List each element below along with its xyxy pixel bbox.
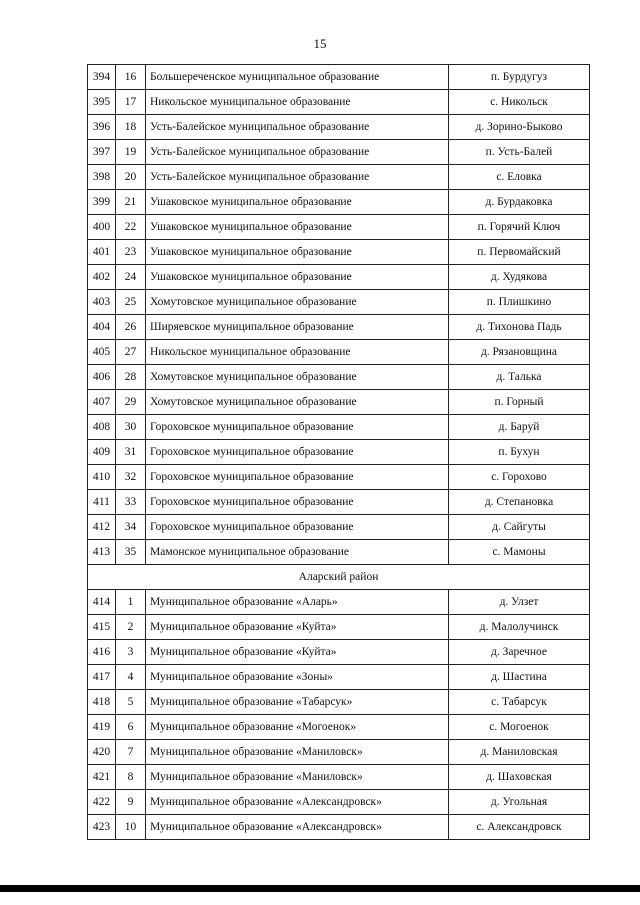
row-number: 406 [88, 365, 116, 390]
row-sub-number: 16 [116, 65, 146, 90]
table-row [88, 140, 590, 165]
table-body-top [88, 65, 590, 565]
table-row [88, 415, 590, 440]
settlement-name: д. Степановка [449, 490, 590, 515]
municipality-name: Мамонское муниципальное образование [146, 540, 449, 565]
settlement-name: с. Табарсук [449, 690, 590, 715]
municipality-name: Гороховское муниципальное образование [146, 465, 449, 490]
table-row [88, 215, 590, 240]
row-sub-number: 31 [116, 440, 146, 465]
municipality-name: Муниципальное образование «Куйта» [146, 640, 449, 665]
row-sub-number: 8 [116, 765, 146, 790]
row-sub-number: 1 [116, 590, 146, 615]
municipality-name: Усть-Балейское муниципальное образование [146, 165, 449, 190]
row-number: 405 [88, 340, 116, 365]
row-number: 422 [88, 790, 116, 815]
row-sub-number: 4 [116, 665, 146, 690]
section-heading-body [88, 565, 590, 590]
table-row [88, 65, 590, 90]
settlement-name: п. Горный [449, 390, 590, 415]
settlement-name: п. Плишкино [449, 290, 590, 315]
municipality-name: Гороховское муниципальное образование [146, 440, 449, 465]
table-row [88, 340, 590, 365]
row-sub-number: 32 [116, 465, 146, 490]
table-row [88, 90, 590, 115]
row-sub-number: 6 [116, 715, 146, 740]
table-row [88, 265, 590, 290]
municipality-name: Ушаковское муниципальное образование [146, 265, 449, 290]
row-number: 397 [88, 140, 116, 165]
settlement-name: д. Сайгуты [449, 515, 590, 540]
table-row [88, 390, 590, 415]
table-row [88, 540, 590, 565]
row-sub-number: 30 [116, 415, 146, 440]
table-row [88, 715, 590, 740]
table-row [88, 665, 590, 690]
row-sub-number: 2 [116, 615, 146, 640]
row-sub-number: 3 [116, 640, 146, 665]
table-row [88, 690, 590, 715]
settlement-name: п. Бухун [449, 440, 590, 465]
row-number: 399 [88, 190, 116, 215]
row-number: 411 [88, 490, 116, 515]
row-number: 413 [88, 540, 116, 565]
table-row [88, 815, 590, 840]
row-number: 418 [88, 690, 116, 715]
row-number: 404 [88, 315, 116, 340]
settlement-name: д. Улзет [449, 590, 590, 615]
settlement-name: д. Шастина [449, 665, 590, 690]
municipality-name: Ушаковское муниципальное образование [146, 215, 449, 240]
municipality-name: Хомутовское муниципальное образование [146, 390, 449, 415]
settlement-name: д. Заречное [449, 640, 590, 665]
settlement-name: п. Горячий Ключ [449, 215, 590, 240]
settlement-name: п. Первомайский [449, 240, 590, 265]
table-row [88, 740, 590, 765]
row-number: 421 [88, 765, 116, 790]
row-number: 401 [88, 240, 116, 265]
row-number: 394 [88, 65, 116, 90]
settlement-name: с. Горохово [449, 465, 590, 490]
row-number: 415 [88, 615, 116, 640]
settlement-name: с. Могоенок [449, 715, 590, 740]
table-row [88, 315, 590, 340]
municipality-name: Гороховское муниципальное образование [146, 415, 449, 440]
municipality-name: Муниципальное образование «Зоны» [146, 665, 449, 690]
table-row [88, 365, 590, 390]
row-number: 407 [88, 390, 116, 415]
municipality-name: Муниципальное образование «Могоенок» [146, 715, 449, 740]
settlement-name: с. Мамоны [449, 540, 590, 565]
municipality-name: Гороховское муниципальное образование [146, 490, 449, 515]
row-sub-number: 35 [116, 540, 146, 565]
table-row [88, 615, 590, 640]
table-row [88, 240, 590, 265]
row-number: 400 [88, 215, 116, 240]
municipality-name: Хомутовское муниципальное образование [146, 365, 449, 390]
municipality-name: Ширяевское муниципальное образование [146, 315, 449, 340]
municipality-name: Муниципальное образование «Александровск» [146, 790, 449, 815]
row-sub-number: 18 [116, 115, 146, 140]
municipality-name: Муниципальное образование «Табарсук» [146, 690, 449, 715]
municipality-name: Муниципальное образование «Аларь» [146, 590, 449, 615]
row-number: 402 [88, 265, 116, 290]
row-number: 396 [88, 115, 116, 140]
row-number: 414 [88, 590, 116, 615]
table-row [88, 290, 590, 315]
municipality-name: Усть-Балейское муниципальное образование [146, 115, 449, 140]
row-sub-number: 34 [116, 515, 146, 540]
row-number: 423 [88, 815, 116, 840]
table-row [88, 765, 590, 790]
municipality-name: Муниципальное образование «Куйта» [146, 615, 449, 640]
row-sub-number: 23 [116, 240, 146, 265]
municipality-name: Муниципальное образование «Маниловск» [146, 740, 449, 765]
municipality-name: Большереченское муниципальное образование [146, 65, 449, 90]
settlement-name: с. Еловка [449, 165, 590, 190]
row-sub-number: 10 [116, 815, 146, 840]
table-row [88, 640, 590, 665]
row-number: 395 [88, 90, 116, 115]
row-number: 398 [88, 165, 116, 190]
table-row [88, 590, 590, 615]
row-sub-number: 5 [116, 690, 146, 715]
settlements-table [87, 64, 590, 840]
row-sub-number: 7 [116, 740, 146, 765]
row-sub-number: 17 [116, 90, 146, 115]
settlement-name: д. Талька [449, 365, 590, 390]
settlement-name: д. Зорино-Быково [449, 115, 590, 140]
row-number: 408 [88, 415, 116, 440]
row-number: 416 [88, 640, 116, 665]
row-sub-number: 29 [116, 390, 146, 415]
municipality-name: Никольское муниципальное образование [146, 340, 449, 365]
settlement-name: д. Тихонова Падь [449, 315, 590, 340]
settlement-name: д. Угольная [449, 790, 590, 815]
settlement-name: д. Баруй [449, 415, 590, 440]
row-sub-number: 28 [116, 365, 146, 390]
table-row [88, 115, 590, 140]
table-row [88, 465, 590, 490]
municipality-name: Никольское муниципальное образование [146, 90, 449, 115]
table-row [88, 490, 590, 515]
settlement-name: д. Шаховская [449, 765, 590, 790]
page-number: 15 [313, 36, 327, 51]
settlement-name: д. Рязановщина [449, 340, 590, 365]
row-sub-number: 22 [116, 215, 146, 240]
row-number: 409 [88, 440, 116, 465]
settlement-name: п. Усть-Балей [449, 140, 590, 165]
municipality-name: Муниципальное образование «Александровск» [146, 815, 449, 840]
municipality-name: Гороховское муниципальное образование [146, 515, 449, 540]
municipality-name: Ушаковское муниципальное образование [146, 240, 449, 265]
table-row [88, 190, 590, 215]
municipality-name: Хомутовское муниципальное образование [146, 290, 449, 315]
row-number: 419 [88, 715, 116, 740]
row-number: 403 [88, 290, 116, 315]
table-row [88, 165, 590, 190]
row-number: 417 [88, 665, 116, 690]
scan-edge-bar [0, 885, 640, 892]
row-sub-number: 25 [116, 290, 146, 315]
table-body-bottom [88, 590, 590, 840]
table-row [88, 515, 590, 540]
settlement-name: д. Маниловская [449, 740, 590, 765]
section-heading-row [88, 565, 590, 590]
row-number: 412 [88, 515, 116, 540]
row-number: 410 [88, 465, 116, 490]
section-heading: Аларский район [88, 565, 590, 590]
settlement-name: с. Александровск [449, 815, 590, 840]
settlement-name: д. Малолучинск [449, 615, 590, 640]
table-row [88, 440, 590, 465]
row-sub-number: 20 [116, 165, 146, 190]
row-sub-number: 9 [116, 790, 146, 815]
settlement-name: д. Худякова [449, 265, 590, 290]
settlement-name: п. Бурдугуз [449, 65, 590, 90]
settlement-name: д. Бурдаковка [449, 190, 590, 215]
row-sub-number: 19 [116, 140, 146, 165]
row-number: 420 [88, 740, 116, 765]
row-sub-number: 27 [116, 340, 146, 365]
row-sub-number: 26 [116, 315, 146, 340]
settlement-name: с. Никольск [449, 90, 590, 115]
row-sub-number: 33 [116, 490, 146, 515]
table-row [88, 790, 590, 815]
row-sub-number: 21 [116, 190, 146, 215]
row-sub-number: 24 [116, 265, 146, 290]
municipality-name: Усть-Балейское муниципальное образование [146, 140, 449, 165]
municipality-name: Ушаковское муниципальное образование [146, 190, 449, 215]
municipality-name: Муниципальное образование «Маниловск» [146, 765, 449, 790]
